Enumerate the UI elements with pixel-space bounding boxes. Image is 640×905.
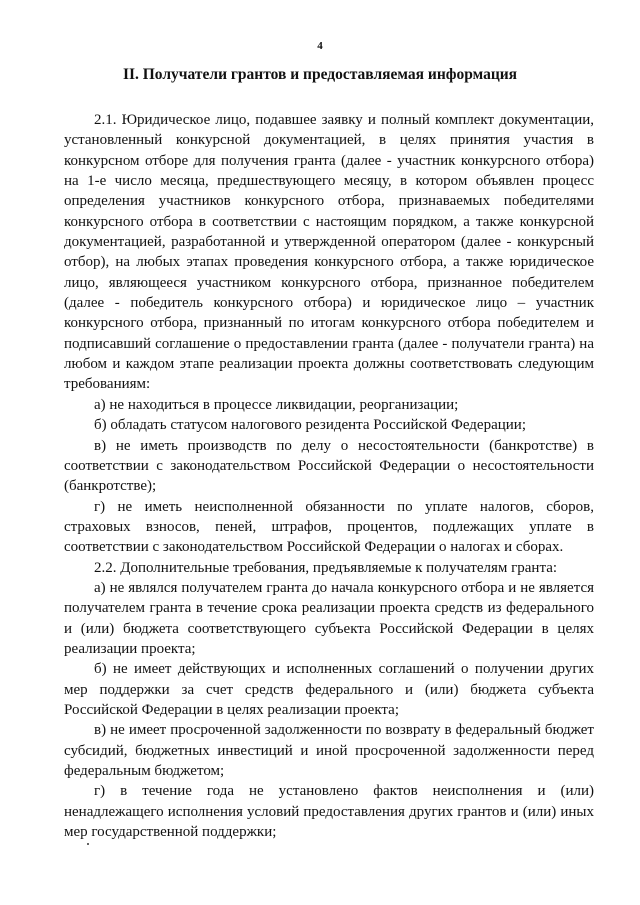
body-text <box>64 110 594 842</box>
page-number: 4 <box>317 40 323 52</box>
additional-requirement-v: в) не имеет просроченной задолженности по возврату в федеральный бюджет субсидий, бюджетных инвестиций и иной просроченной задолженности перед федеральным бюджетом; <box>64 722 594 779</box>
paragraph-2-2: 2.2. Дополнительные требования, предъявляемые к получателям гранта: <box>94 559 558 576</box>
requirement-a: а) не находиться в процессе ликвидации, реорганизации; <box>94 396 459 413</box>
additional-requirement-a: а) не являлся получателем гранта до начала конкурсного отбора и не является получателем гранта в течение срока реализации проекта средств из федерального и (или) бюджета соответствующего субъекта Российской Федерации в целях реализации проекта; <box>64 579 594 657</box>
scan-speck <box>87 843 89 845</box>
additional-requirement-b: б) не имеет действующих и исполненных соглашений о получении других мер поддержки за счет средств федерального и (или) бюджета субъекта Российской Федерации в целях реализации проекта; <box>64 661 594 718</box>
section-title: II. Получатели грантов и предоставляемая информация <box>122 66 518 83</box>
paragraph-2-1: 2.1. Юридическое лицо, подавшее заявку и полный комплект документации, установленный конкурсной документацией, в целях принятия участия в конкурсном отборе для получения гранта (далее - участник конкурсного отбора) на 1-е число месяца, предшествующего месяцу, в котором объявлен процесс определения участников конкурсного отбора, признаваемых победителями конкурсного отбора в соответствии с настоящим порядком, а также конкурсной документацией, разработанной и утвержденной оператором (далее - конкурсный отбор), на любых этапах проведения конкурсного отбора, а также юридическое лицо, являющееся участником конкурсного отбора, признанное победителем (далее - победитель конкурсного отбора) и юридическое лицо – участник конкурсного отбора, признанный по итогам конкурсного отбора победителем и подписавший соглашение о предоставлении гранта (далее - получатели гранта) на любом и каждом этапе реализации проекта должны соответствовать следующим требованиям: <box>64 112 594 393</box>
additional-requirement-g: г) в течение года не установлено фактов неисполнения и (или) ненадлежащего исполнения условий предоставления других грантов и (или) иных мер государственной поддержки; <box>64 783 594 841</box>
requirement-v: в) не иметь производств по делу о несостоятельности (банкротстве) в соответствии с законодательством Российской Федерации о несостоятельности (банкротстве); <box>64 437 594 495</box>
requirement-g: г) не иметь неисполненной обязанности по уплате налогов, сборов, страховых взносов, пеней, штрафов, процентов, подлежащих уплате в соответствии с законодательством Российской Федерации о налогах и сборах. <box>64 498 594 556</box>
requirement-b: б) обладать статусом налогового резидента Российской Федерации; <box>94 417 526 434</box>
